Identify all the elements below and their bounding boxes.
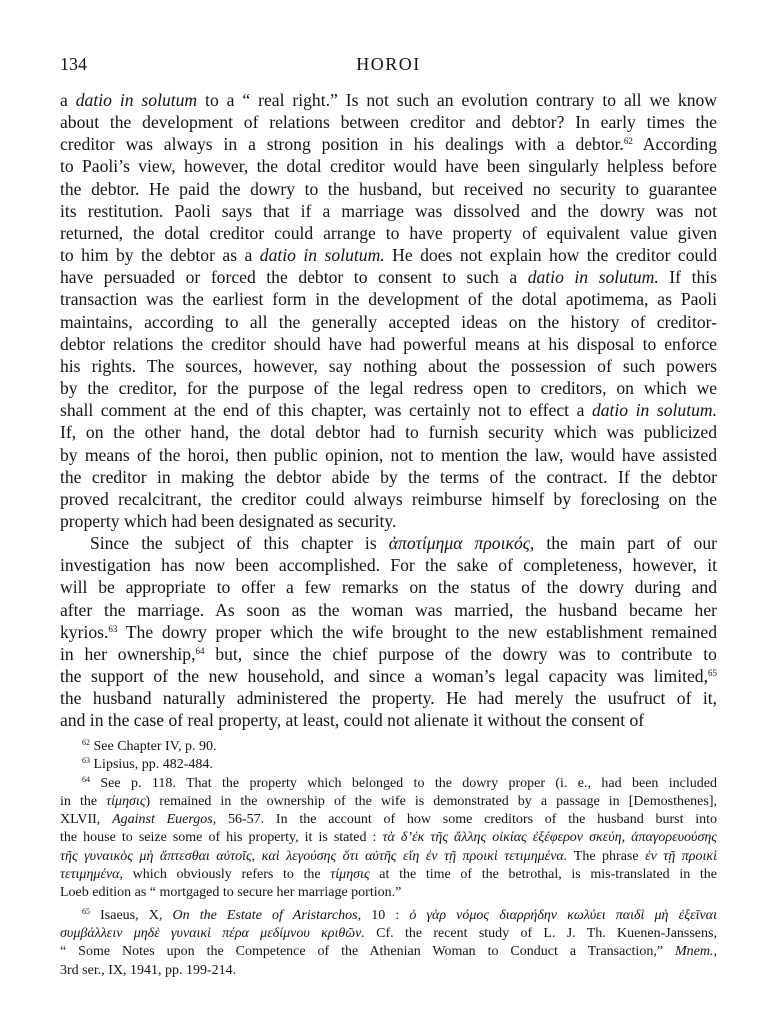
- text-line: [60, 510, 717, 532]
- footnote-text: [90, 757, 213, 772]
- text-run: will be appropriate to offer a few remarks on the status of the dowry during and: [60, 577, 717, 598]
- italic-text: datio in solutum.: [591, 400, 717, 421]
- page-number: 134: [60, 54, 87, 74]
- text-run: shall comment at the end of this chapter, was certainly not to effect a: [60, 400, 592, 421]
- text-line: [60, 266, 717, 288]
- text-run: See Chapter IV, p. 90.: [90, 739, 217, 754]
- text-run: in her ownership,: [60, 643, 196, 664]
- text-line: [60, 244, 717, 266]
- text-run: The phrase: [567, 848, 646, 864]
- footnote-line: [60, 925, 717, 943]
- text-line: [60, 89, 717, 111]
- text-run: 10 :: [361, 907, 410, 923]
- text-run: the support of the new household, and since a woman’s legal capacity was limited,: [60, 666, 708, 687]
- text-line: [60, 399, 717, 421]
- text-run: at the time of the betrothal, is mis-translated in the: [369, 867, 717, 883]
- footnote-63: [60, 756, 717, 774]
- footnote-ref: 63: [108, 623, 118, 634]
- text-line: [60, 111, 717, 133]
- text-line: [60, 599, 717, 621]
- text-run: maintains, according to all the generally accepted ideas on the history of creditor-: [60, 311, 717, 332]
- text-run: Loeb edition as “ mortgaged to secure her marriage portion.”: [60, 885, 402, 901]
- text-run: kyrios.: [60, 621, 109, 642]
- text-run: the house to seize some of his property, it is stated :: [60, 830, 383, 846]
- text-run: about the development of relations between creditor and debtor? In early times the: [60, 112, 717, 133]
- italic-text: On the Estate of Aristarchos,: [172, 907, 362, 923]
- text-line: [60, 311, 717, 333]
- text-run: He does not explain how the creditor could: [384, 245, 717, 266]
- text-run: 3rd ser., IX, 1941, pp. 199-214.: [60, 962, 237, 978]
- footnote-line: [60, 866, 717, 884]
- text-run: to a “ real right.” Is not such an evolution contrary to all we know: [197, 90, 717, 110]
- footnote-line: [60, 829, 717, 847]
- footnote-number: 63: [82, 756, 90, 766]
- text-run: XLVII,: [60, 812, 113, 828]
- text-line: [60, 178, 717, 200]
- italic-text: datio in solutum.: [527, 267, 659, 288]
- text-run: the husband naturally administered the property. He had merely the usufruct of it,: [60, 688, 717, 709]
- text-run: which obviously refers to the: [123, 867, 331, 883]
- text-run: the main part of our: [534, 533, 717, 554]
- text-line: [60, 554, 717, 576]
- footnote-line: [60, 756, 717, 774]
- text-run: to him by the debtor as a: [60, 245, 260, 266]
- footnote-text: [90, 739, 217, 754]
- paragraph-2: [60, 532, 717, 731]
- footnote-number: 62: [82, 738, 90, 747]
- text-run: proved recalcitrant, the creditor could always reimburse himself by foreclosing on the: [60, 488, 717, 509]
- footnote-64: [60, 775, 717, 903]
- text-line: [60, 643, 717, 665]
- text-line: [60, 466, 717, 488]
- footnote-65: [60, 907, 717, 980]
- italic-text: datio in solutum: [75, 90, 198, 110]
- text-run: a: [60, 90, 76, 110]
- footnote-line: [60, 811, 717, 829]
- text-run: Since the subject of this chapter is: [90, 533, 389, 554]
- italic-text: Against Euergos,: [112, 812, 217, 828]
- text-run: and in the case of real property, at least, could not alienate it without the consent of: [60, 710, 645, 731]
- text-run: The dowry proper which the wife brought to the new establishment remained: [117, 621, 717, 642]
- footnote-ref: 62: [623, 136, 633, 147]
- text-line: [60, 665, 717, 687]
- text-run: 56-57. In the account of how some creditors of the husband burst into: [216, 812, 718, 828]
- italic-text: ἐν τῇ προικὶ: [645, 848, 717, 864]
- text-line: [60, 333, 717, 355]
- text-line: [60, 444, 717, 466]
- text-run: “ Some Notes upon the Competence of the Athenian Woman to Conduct a Transaction,”: [60, 944, 675, 960]
- footnote-line: [60, 962, 717, 980]
- footnote-62: [60, 738, 717, 756]
- footnote-line: [60, 793, 717, 811]
- text-run: Isaeus, X,: [90, 907, 173, 923]
- text-line: [60, 421, 717, 443]
- text-line: [60, 621, 717, 643]
- text-run: Cf. the recent study of L. J. Th. Kuenen-Janssens,: [364, 925, 717, 941]
- text-run: If, on the other hand, the dotal debtor had to furnish security which was publicized: [60, 422, 717, 443]
- text-line: [60, 133, 717, 155]
- text-run: returned, the dotal creditor could arrange to have property of equivalent value given: [60, 222, 717, 243]
- text-run: by the creditor, for the purpose of the legal redress open to creditors, on which we: [60, 378, 717, 399]
- text-line: [60, 488, 717, 510]
- text-run: its restitution. Paoli says that if a marriage was dissolved and the dowry was not: [60, 200, 717, 221]
- text-line: [60, 377, 717, 399]
- text-run: the creditor in making the debtor abide by the terms of the contract. If the debtor: [60, 466, 717, 487]
- footnotes: [60, 738, 717, 980]
- text-run: transaction was the earliest form in the development of the dotal apotimema, as Paoli: [60, 289, 717, 310]
- paragraph-1: [60, 89, 717, 532]
- text-run: in the: [60, 793, 107, 809]
- italic-text: τίμησις: [106, 793, 146, 809]
- footnote-line: [60, 907, 717, 925]
- text-run: If this: [658, 267, 717, 288]
- footnote-text: [90, 776, 717, 791]
- text-line: [60, 532, 717, 554]
- text-line: [60, 155, 717, 177]
- text-run: but, since the chief purpose of the dowry was to contribute to: [204, 643, 717, 664]
- italic-text: ὁ γὰρ νόμος διαρρήδην κωλύει παιδὶ μὴ ἐξεῖναι: [409, 907, 717, 923]
- text-run: ) remained in the ownership of the wife is demonstrated by a passage in [Demosthenes],: [145, 793, 717, 809]
- footnote-line: [60, 848, 717, 866]
- italic-text: datio in solutum.: [259, 245, 385, 266]
- footnote-ref: 65: [708, 668, 717, 679]
- italic-text: τῆς γυναικὸς μὴ ἅπτεσθαι αὐτοῖς, καὶ λεγούσης ὅτι αὐτῆς εἴη ἐν τῇ προικὶ τετιμημένα.: [60, 848, 568, 864]
- text-run: See p. 118. That the property which belonged to the dowry proper (i. e., had been included: [90, 775, 717, 791]
- text-run: his rights. The sources, however, say nothing about the possession of such powers: [60, 355, 717, 376]
- body-text: [60, 89, 717, 732]
- footnote-ref: 64: [195, 645, 205, 656]
- text-line: [60, 288, 717, 310]
- text-line: [60, 200, 717, 222]
- text-run: creditor was always in a strong position in his dealings with a debtor.: [60, 134, 624, 155]
- footnote-line: [60, 738, 717, 756]
- italic-text: τὰ δ’ἐκ τῆς ἄλλης οἰκίας ἐξέφερον σκεύη, ἀπαγορευούσης: [382, 830, 717, 846]
- text-line: [60, 709, 717, 731]
- footnote-number: 65: [82, 906, 90, 916]
- text-line: [60, 687, 717, 709]
- footnote-line: [60, 884, 717, 902]
- footnote-line: [60, 775, 717, 793]
- footnote-line: [60, 943, 717, 961]
- text-run: investigation has now been accomplished. For the sake of completeness, however, it: [60, 555, 717, 576]
- text-line: [60, 222, 717, 244]
- footnote-number: 64: [82, 774, 90, 784]
- text-line: [60, 576, 717, 598]
- text-line: [60, 355, 717, 377]
- text-run: debtor relations the creditor should have had powerful means at his disposal to enforce: [60, 333, 717, 354]
- italic-text: συμβάλλειν μηδὲ γυναικὶ πέρα μεδίμνου κριθῶν.: [60, 925, 365, 941]
- running-head: HOROI: [356, 54, 421, 74]
- text-run: property which had been designated as security.: [60, 510, 397, 531]
- text-run: by means of the horoi, then public opinion, not to mention the law, would have assisted: [60, 444, 717, 465]
- text-run: Lipsius, pp. 482-484.: [90, 757, 213, 773]
- italic-text: ἀποτίμημα προικός,: [388, 533, 535, 554]
- text-run: the debtor. He paid the dowry to the husband, but received no security to guarantee: [60, 178, 717, 199]
- text-run: have persuaded or forced the debtor to consent to such a: [60, 267, 528, 288]
- italic-text: τίμησις: [330, 867, 370, 883]
- text-run: According: [632, 134, 717, 155]
- text-run: after the marriage. As soon as the woman was married, the husband became her: [60, 599, 717, 620]
- italic-text: τετιμημένα,: [60, 867, 124, 883]
- footnote-text: [90, 908, 717, 923]
- page-header: [60, 54, 717, 78]
- text-run: to Paoli’s view, however, the dotal creditor would have been singularly helpless before: [60, 156, 717, 177]
- italic-text: Mnem.,: [675, 944, 717, 960]
